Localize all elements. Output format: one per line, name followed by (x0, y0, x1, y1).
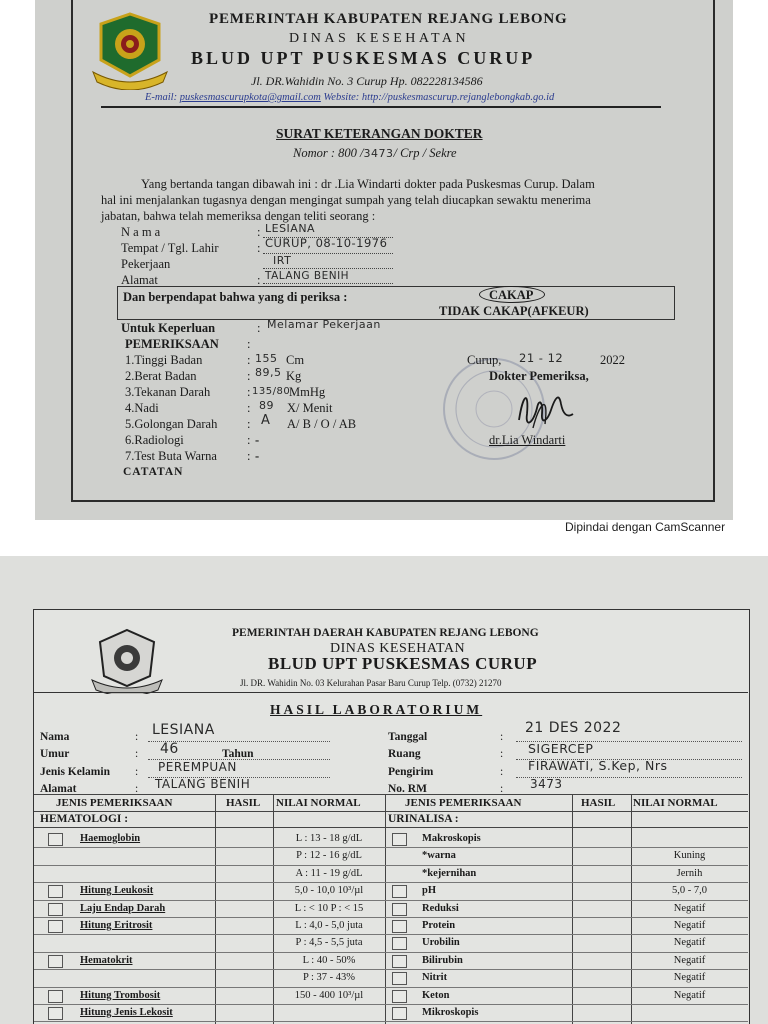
field-colon: : (135, 783, 139, 795)
field-label-alamat: Alamat (121, 273, 158, 287)
result-checkbox[interactable] (392, 833, 407, 846)
exam-value-berat: 89,5 (255, 366, 282, 379)
section-urinalisa: URINALISA : (388, 813, 459, 825)
normal-value: P : 37 - 43% (302, 972, 356, 984)
table-row-line (385, 969, 748, 970)
table-row-line (34, 1004, 385, 1005)
result-value-cell[interactable] (215, 832, 273, 845)
result-value-cell[interactable] (572, 989, 631, 1002)
field-colon: : (257, 241, 261, 255)
test-name: Haemoglobin (80, 833, 141, 844)
regency-logo (88, 628, 166, 694)
letter-header-line2: DINAS KESEHATAN (289, 31, 470, 46)
normal-value: 150 - 400 10³/µl (294, 989, 364, 1001)
result-checkbox[interactable] (392, 990, 407, 1003)
lab-header-line3: BLUD UPT PUSKESMAS CURUP (268, 654, 538, 673)
result-value-cell[interactable] (215, 884, 273, 897)
result-value-cell[interactable] (572, 954, 631, 967)
table-row-line (385, 882, 748, 883)
field-colon: : (247, 369, 251, 383)
letter-contact (145, 91, 554, 105)
puskesmas-logo (87, 10, 173, 90)
field-value-ttl: CURUP, 08-10-1976 (265, 236, 388, 250)
table-top-line (34, 794, 748, 795)
test-name: Mikroskopis (422, 1007, 479, 1018)
exam-value-tekanan: 135/80 (252, 386, 291, 397)
signature-year: 2022 (600, 353, 625, 367)
exam-value-buta-warna: - (255, 449, 260, 463)
result-value-cell[interactable] (215, 902, 273, 915)
table-row-line (385, 900, 748, 901)
result-checkbox[interactable] (48, 920, 63, 933)
field-colon: : (247, 401, 251, 415)
normal-value: A : 11 - 19 g/dL (295, 867, 363, 879)
result-value-cell[interactable] (215, 849, 273, 862)
field-colon: : (500, 766, 504, 778)
doctor-title: Dokter Pemeriksa, (489, 369, 589, 383)
field-value-alamat: TALANG BENIH (265, 270, 350, 282)
field-colon: : (135, 766, 139, 778)
table-row-line (385, 952, 748, 953)
result-value-cell[interactable] (572, 884, 631, 897)
test-name: Hitung Jenis Lekosit (80, 1007, 173, 1018)
result-value-cell[interactable] (572, 919, 631, 932)
email-label: E-mail: (145, 92, 180, 103)
catatan-label: CATATAN (123, 466, 184, 478)
test-name: *kejernihan (422, 867, 477, 879)
table-row-line (34, 1021, 385, 1022)
col-header-hasil-right: HASIL (581, 797, 616, 809)
table-header-line (34, 811, 748, 812)
lab-result-scan (0, 556, 768, 1024)
info-value-umur: 46 (160, 741, 179, 757)
lab-header-line2: DINAS KESEHATAN (330, 641, 466, 656)
field-label-pekerjaan: Pekerjaan (121, 257, 171, 271)
result-checkbox[interactable] (392, 1007, 407, 1020)
normal-value: Negatif (673, 902, 706, 914)
letter-header-line1: PEMERINTAH KABUPATEN REJANG LEBONG (209, 11, 568, 27)
lab-address: Jl. DR. Wahidin No. 03 Kelurahan Pasar Baru Curup Telp. (0732) 21270 (240, 678, 502, 688)
pemeriksaan-label: PEMERIKSAAN (125, 337, 219, 351)
section-hematologi: HEMATOLOGI : (40, 813, 129, 825)
info-value-kelamin: PEREMPUAN (158, 760, 237, 774)
exam-value-nadi: 89 (259, 399, 274, 412)
exam-label-buta-warna: 7.Test Buta Warna (125, 449, 217, 463)
normal-value: Negatif (673, 937, 706, 949)
result-value-cell[interactable] (215, 919, 273, 932)
field-colon: : (500, 748, 504, 760)
test-name: Hematokrit (80, 954, 133, 966)
result-value-cell[interactable] (215, 954, 273, 967)
result-value-cell[interactable] (572, 867, 631, 880)
info-value-nama: LESIANA (152, 722, 215, 738)
info-label-pengirim: Pengirim (388, 766, 434, 778)
letter-address: Jl. DR.Wahidin No. 3 Curup Hp. 082228134586 (251, 74, 483, 88)
table-row-line (34, 987, 385, 988)
table-row-line (34, 934, 385, 935)
lab-header-line1: PEMERINTAH DAERAH KABUPATEN REJANG LEBONG (232, 627, 539, 639)
info-label-kelamin: Jenis Kelamin (40, 766, 110, 778)
result-checkbox[interactable] (48, 903, 63, 916)
info-label-ruang: Ruang (388, 748, 421, 760)
normal-value: L : 40 - 50% (302, 954, 356, 966)
result-checkbox[interactable] (48, 990, 63, 1003)
exam-unit-tekanan: MmHg (289, 385, 326, 399)
test-name: Bilirubin (422, 954, 463, 966)
info-value-pengirim: FIRAWATI, S.Kep, Nrs (528, 758, 668, 773)
result-checkbox[interactable] (48, 885, 63, 898)
scan-watermark: Dipindai dengan CamScanner (565, 520, 726, 534)
exam-label-tinggi: 1.Tinggi Badan (125, 353, 203, 367)
table-row-line (34, 900, 385, 901)
normal-value: L : 13 - 18 g/dL (295, 833, 363, 844)
intro-line-1: Yang bertanda tangan dibawah ini : dr .Lia Windarti dokter pada Puskesmas Curup. Dalam (141, 177, 595, 191)
table-row-line (385, 1021, 748, 1022)
letter-title: SURAT KETERANGAN DOKTER (276, 126, 483, 141)
result-value-cell[interactable] (215, 1006, 273, 1019)
test-name: Makroskopis (422, 833, 481, 844)
result-value-cell[interactable] (215, 971, 273, 984)
result-value-cell[interactable] (215, 867, 273, 880)
field-colon: : (247, 353, 251, 367)
col-header-normal-left: NILAI NORMAL (276, 797, 361, 809)
keperluan-label: Untuk Keperluan (121, 321, 216, 335)
table-row-line (385, 847, 748, 848)
info-label-norm: No. RM (388, 783, 427, 795)
result-value-cell[interactable] (572, 1006, 631, 1019)
field-colon: : (257, 225, 261, 239)
test-name: Urobilin (422, 937, 460, 949)
result-value-cell[interactable] (572, 832, 631, 845)
normal-value: Kuning (673, 850, 706, 862)
tahun-label: Tahun (222, 748, 254, 760)
normal-value: 5,0 - 7,0 (672, 885, 707, 897)
number-suffix: / Crp / Sekre (393, 146, 457, 160)
col-header-normal-right: NILAI NORMAL (633, 797, 718, 809)
test-name: Protein (422, 920, 456, 931)
field-label-nama: N a m a (121, 225, 161, 239)
exam-unit-nadi: X/ Menit (287, 401, 333, 415)
keperluan-value: Melamar Pekerjaan (267, 318, 381, 331)
result-checkbox[interactable] (392, 920, 407, 933)
result-value-cell[interactable] (572, 849, 631, 862)
table-row-line (385, 987, 748, 988)
exam-unit-tinggi: Cm (286, 353, 305, 367)
info-value-tanggal: 21 DES 2022 (525, 720, 622, 736)
field-value-pekerjaan: IRT (273, 254, 292, 267)
table-row-line (385, 934, 748, 935)
normal-value: Jernih (676, 867, 703, 879)
result-checkbox[interactable] (392, 955, 407, 968)
table-row-line (34, 952, 385, 953)
normal-value: Negatif (673, 920, 706, 931)
result-value-cell[interactable] (215, 936, 273, 949)
result-checkbox[interactable] (48, 955, 63, 968)
test-name: Nitrit (422, 972, 448, 984)
tidak-cakap-option: TIDAK CAKAP(AFKEUR) (439, 304, 589, 318)
field-colon: : (247, 385, 251, 399)
normal-value: Negatif (673, 989, 706, 1001)
exam-label-radiologi: 6.Radiologi (125, 433, 184, 447)
table-row-line (385, 917, 748, 918)
exam-label-berat: 2.Berat Badan (125, 369, 197, 383)
result-value-cell[interactable] (572, 902, 631, 915)
info-value-ruang: SIGERCEP (528, 741, 594, 756)
intro-line-2: hal ini menjalankan tugasnya dengan mengingat sumpah yang telah diucapkan sewaktu menerima (101, 193, 591, 207)
result-value-cell[interactable] (572, 971, 631, 984)
table-row-line (34, 847, 385, 848)
test-name: Keton (422, 989, 450, 1001)
result-checkbox[interactable] (48, 833, 63, 846)
field-colon: : (247, 337, 251, 351)
website-text: Website: http://puskesmascurup.rejanglebongkab.go.id (320, 92, 555, 103)
header-divider (101, 106, 661, 108)
field-colon: : (135, 748, 139, 760)
info-label-tanggal: Tanggal (388, 731, 428, 743)
letter-number (293, 146, 457, 161)
col-header-hasil-left: HASIL (226, 797, 261, 809)
field-label-ttl: Tempat / Tgl. Lahir (121, 241, 219, 255)
dotted-line (263, 283, 393, 284)
field-colon: : (247, 417, 251, 431)
exam-value-radiologi: - (255, 433, 260, 447)
exam-unit-golongan: A/ B / O / AB (287, 417, 357, 431)
table-center-divider (385, 794, 386, 1024)
result-value-cell[interactable] (572, 936, 631, 949)
normal-value: P : 12 - 16 g/dL (296, 850, 362, 862)
table-row-line (385, 865, 748, 866)
table-row-line (34, 969, 385, 970)
normal-value: Negatif (673, 954, 706, 966)
exam-unit-berat: Kg (286, 369, 302, 383)
field-colon: : (500, 783, 504, 795)
field-value-nama: LESIANA (265, 222, 316, 235)
result-checkbox[interactable] (392, 903, 407, 916)
field-colon: : (135, 731, 139, 743)
exam-label-nadi: 4.Nadi (125, 401, 159, 415)
table-row-line (34, 917, 385, 918)
email-link[interactable]: puskesmascurupkota@gmail.com (179, 92, 321, 103)
info-value-alamat: TALANG BENIH (155, 777, 251, 791)
number-prefix: Nomor : 800 / (293, 146, 364, 160)
result-checkbox[interactable] (392, 972, 407, 985)
normal-value: 5,0 - 10,0 10³/µl (294, 885, 364, 897)
signature-date: 21 - 12 (519, 351, 564, 365)
normal-value: L : < 10 P : < 15 (294, 902, 364, 914)
table-row-line (34, 865, 385, 866)
result-checkbox[interactable] (392, 885, 407, 898)
result-value-cell[interactable] (215, 989, 273, 1002)
signature-place: Curup, (467, 353, 502, 367)
result-checkbox[interactable] (48, 1007, 63, 1020)
test-name: Reduksi (422, 902, 459, 914)
letter-header-line3: BLUD UPT PUSKESMAS CURUP (191, 48, 536, 68)
normal-value: L : 4,0 - 5,0 juta (295, 920, 363, 931)
opinion-text: Dan berpendapat bahwa yang di periksa : (123, 290, 348, 304)
info-label-nama: Nama (40, 731, 70, 743)
doctor-signature (509, 384, 579, 436)
field-colon: : (257, 321, 261, 335)
test-name: pH (422, 885, 437, 897)
test-name: Hitung Trombosit (80, 989, 161, 1001)
exam-value-tinggi: 155 (255, 352, 278, 365)
doctor-letter-scan (35, 0, 733, 520)
test-name: Laju Endap Darah (80, 902, 166, 914)
header-divider (34, 692, 748, 693)
table-row-line (385, 1004, 748, 1005)
exam-value-golongan: A (261, 413, 271, 428)
doctor-name: dr.Lia Windarti (489, 433, 566, 447)
result-checkbox[interactable] (392, 937, 407, 950)
exam-label-golongan: 5.Golongan Darah (125, 417, 218, 431)
col-header-jenis-left: JENIS PEMERIKSAAN (56, 797, 173, 809)
info-label-umur: Umur (40, 748, 70, 760)
info-label-alamat: Alamat (40, 783, 77, 795)
intro-line-3: jabatan, bahwa telah memeriksa dengan teliti seorang : (101, 209, 376, 223)
field-colon: : (247, 433, 251, 447)
table-section-line (34, 827, 748, 828)
normal-value: Negatif (673, 972, 706, 984)
col-header-jenis-right: JENIS PEMERIKSAAN (405, 797, 522, 809)
cakap-option: CAKAP (489, 288, 534, 302)
field-colon: : (257, 273, 261, 287)
test-name: Hitung Eritrosit (80, 920, 153, 931)
table-row-line (34, 882, 385, 883)
info-value-norm: 3473 (530, 777, 563, 791)
field-colon: : (247, 449, 251, 463)
normal-value: P : 4,5 - 5,5 juta (295, 937, 363, 949)
test-name: Hitung Leukosit (80, 885, 154, 897)
exam-label-tekanan: 3.Tekanan Darah (125, 385, 211, 399)
number-value: 3473 (363, 147, 394, 160)
lab-title: HASIL LABORATORIUM (270, 702, 483, 717)
test-name: *warna (422, 850, 456, 862)
field-colon: : (500, 731, 504, 743)
